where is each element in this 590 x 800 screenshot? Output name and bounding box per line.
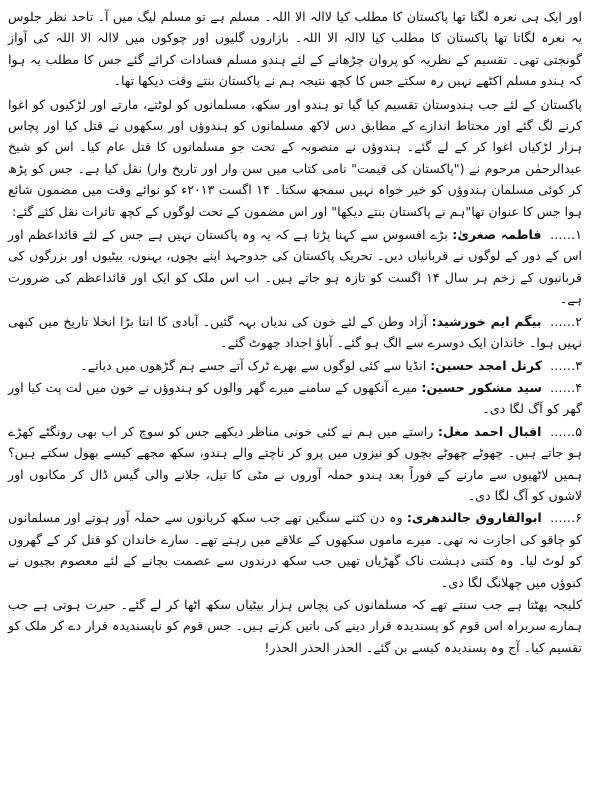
quote-author: ابوالفاروق جالندھری: bbox=[406, 510, 542, 526]
quote-number: ۱…… bbox=[550, 227, 582, 243]
quote-author: سید مشکور حسین: bbox=[421, 379, 542, 395]
quote-text: انڈیا سے کئی لوگوں سے بھرے ٹرک آتے جسے ہم گڑھوں میں دباتے۔ bbox=[80, 357, 427, 373]
quote-text: وہ دن کتنے سنگین تھے جب سکھ کرپانوں سے حملہ آور ہوتے اور مسلمانوں کو چاقو کی اجازت نہ تھی۔ میرے ماموں سکھوں کے علاقے میں رہتے تھے۔ سارے خاندان کو قتل کر کے گھروں کو لوٹ لیا۔ وہ کتنی دہشت ناک گھڑیاں تھیں جب سکھ درندوں سے عصمت بچانے کے لئے معصوم بچیوں نے کنوؤں میں چھلانگ لگا دی۔ bbox=[8, 510, 582, 590]
quote-item bbox=[8, 377, 582, 420]
quote-item bbox=[8, 421, 582, 507]
quote-text: آزاد وطن کے لئے خون کی ندیاں بہہ گئیں۔ آبادی کا انتا بڑا انخلا تاریخ میں کبھی نہیں ہوا۔ خاندان ایک دوسرے سے الگ ہو گئے۔ آباؤ اجداد چھوٹ گئے۔ bbox=[8, 313, 582, 351]
quote-text: میرے آنکھوں کے سامنے میرے گھر والوں کو ہندوؤں نے خون میں لت پت کیا اور گھر کو آگ لگا دی۔ bbox=[8, 379, 582, 417]
quote-number: ۵…… bbox=[550, 423, 582, 439]
quote-number: ۳…… bbox=[550, 357, 582, 373]
quote-item bbox=[8, 224, 582, 310]
quote-number: ۶…… bbox=[550, 510, 582, 526]
quote-item bbox=[8, 355, 582, 376]
quote-number: ۲…… bbox=[550, 313, 582, 329]
quote-text: بڑے افسوس سے کہنا پڑتا ہے کہ یہ وہ پاکستان نہیں ہے جس کے لئے قائداعظم اور اس کے دور کے لوگوں نے قربانیاں دیں۔ تحریک پاکستان کی جدوجہد اپنے بچوں، بہنوں، بیٹیوں اور بزرگوں کی قربانیوں کے زخم ہر سال ۱۴ اگست کو تازہ ہو جاتے ہیں۔ اب اس ملک کو ایک اور قائداعظم کی ضرورت ہے۔ bbox=[8, 227, 582, 307]
quote-author: فاطمہ صغریٰ: bbox=[452, 227, 542, 243]
paragraph-partition: پاکستان کے لئے جب ہندوستان تقسیم کیا گیا تو ہندو اور سکھ، مسلمانوں کو لوٹتے، مارتے اور لڑکیوں کو اغوا کرنے لگ گئے اور محتاط اندازے کے مطابق دس لاکھ مسلمانوں کو ہندوؤں اور سکھوں نے قتل کیا اور پچاس ہزار لڑکیاں اغوا کر کے لے گئے۔ ہندوؤں نے منصوبہ کے تحت جو مسلمانوں کا قتل عام کیا۔ اس کو شیخ عبدالرحمٰن مرحوم نے ("پاکستان کی قیمت" نامی کتاب میں سن وار اور تاریخ وار) نقل کیا ہے۔ جس کو پڑھ کر کوئی مسلمان ہندوؤں کو خیر خواہ نہیں سمجھ سکتا۔ ۱۴ اگست ۲۰۱۳ء کو نوائے وقت میں مضمون شائع ہوا جس کا عنوان تھا"ہم نے پاکستان بنتے دیکھا" اور اس مضمون کے تحت لوگوں کے کچھ تاثرات نقل کئے گئے: bbox=[8, 96, 582, 219]
quote-author: اقبال احمد مغل: bbox=[437, 423, 542, 439]
quote-text: راستے میں ہم نے کئی خونی مناظر دیکھے جس کو سوچ کر اب بھی رونگٹے کھڑے ہو جاتے ہیں۔ چھوٹے چھوٹے بچوں کو نیزوں میں پرو کر ناچتے والے ہندو، سکھ مجھے کیسے بھول سکتے ہیں؟ ہمیں لاٹھیوں سے مارنے کے فوراً بعد ہندو حملہ آوروں نے مٹی کا تیل، جلانے والی گیس ڈال کر مکانوں اور لاشوں کو آگ لگا دی۔ bbox=[8, 423, 582, 503]
paragraph-closing: کلیجہ پھٹتا ہے جب سنتے تھے کہ مسلمانوں کی پچاس ہزار بیٹیاں سکھ اٹھا کر لے گئے۔ حیرت ہوتی ہے جب ہمارے سربراہ اس قوم کو پسندیدہ قرار دینے کی باتیں کرتے ہیں۔ جس قوم کو ناپسندیدہ قرار دے کر ملک کو تقسیم کیا۔ آج وہ پسندیدہ کیسے بن گئے۔ الحذر الحذر الحذر! bbox=[8, 596, 582, 655]
quote-item bbox=[8, 507, 582, 593]
paragraph-intro: اور ایک ہی نعرہ لگتا تھا پاکستان کا مطلب کیا لاالہ الا اللہ۔ مسلم ہے تو مسلم لیگ میں آ۔ تاحد نظر جلوس یہ نعرہ لگاتا تھا پاکستان کا مطلب کیا لاالہ الا اللہ۔ بازاروں گلیوں اور چوکوں میں لاالہ الا اللہ کی آواز گونجتی تھی۔ تقسیم کے نظریہ کو پروان چڑھانے کے لئے ہندو مسلم فسادات کرائے گئے جس کا مطلب یہ ہوا کہ ہندو مسلم اکٹھے نہیں رہ سکتے جس کا کچھ نتیجہ ہم نے پاکستان بنتے وقت دیکھا تھا۔ bbox=[8, 9, 582, 89]
quote-author: کرنل امجد حسین: bbox=[430, 357, 543, 373]
quote-item bbox=[8, 311, 582, 354]
quote-author: بیگم ایم خورشید: bbox=[431, 313, 542, 329]
quote-number: ۴…… bbox=[550, 379, 582, 395]
